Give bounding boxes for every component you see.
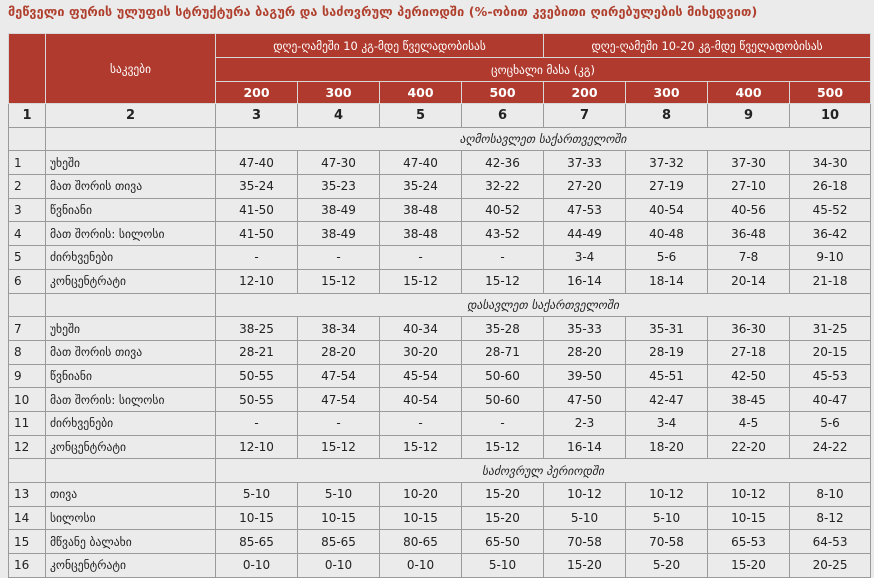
value-cell: 70-58 [544, 530, 626, 554]
value-cell: 15-12 [462, 269, 544, 293]
header-weight-cell: 300 [626, 82, 708, 104]
value-cell: 45-54 [380, 364, 462, 388]
feed-name: მათ შორის: სილოსი [46, 222, 216, 246]
row-number: 10 [9, 388, 46, 412]
table-row [9, 246, 871, 270]
value-cell: 44-49 [544, 222, 626, 246]
table-row [9, 506, 871, 530]
value-cell: 37-33 [544, 151, 626, 175]
value-cell: 10-20 [380, 483, 462, 507]
feed-name: თივა [46, 483, 216, 507]
column-number-cell: 1 [9, 104, 46, 128]
value-cell: 15-12 [380, 269, 462, 293]
row-number: 9 [9, 364, 46, 388]
row-number: 3 [9, 198, 46, 222]
feed-name: მათ შორის თივა [46, 340, 216, 364]
value-cell: - [462, 411, 544, 435]
value-cell: 70-58 [626, 530, 708, 554]
feed-name: წვნიანი [46, 198, 216, 222]
table-row [9, 388, 871, 412]
table-title: მეწველი ფურის ულუფის სტრუქტურა ბაგურ და საძოვრულ პერიოდში (%-ობით კვებითი ღირებულების მიხედვით) [8, 4, 758, 19]
row-number: 13 [9, 483, 46, 507]
feed-name: კონცენტრატი [46, 554, 216, 578]
value-cell: 5-6 [626, 246, 708, 270]
feed-name: ძირხვენები [46, 246, 216, 270]
value-cell: 16-14 [544, 269, 626, 293]
header-weight-cell: 400 [380, 82, 462, 104]
row-number: 16 [9, 554, 46, 578]
table-row [9, 435, 871, 459]
value-cell: 41-50 [216, 198, 298, 222]
value-cell: 38-25 [216, 317, 298, 341]
column-number-cell: 3 [216, 104, 298, 128]
value-cell: 10-15 [708, 506, 790, 530]
value-cell: 27-19 [626, 175, 708, 199]
value-cell: 24-22 [790, 435, 871, 459]
value-cell: 47-40 [380, 151, 462, 175]
value-cell: 40-54 [626, 198, 708, 222]
feed-name: კონცენტრატი [46, 435, 216, 459]
value-cell: 42-36 [462, 151, 544, 175]
value-cell: 27-10 [708, 175, 790, 199]
value-cell: 40-52 [462, 198, 544, 222]
value-cell: 18-14 [626, 269, 708, 293]
value-cell: 5-6 [790, 411, 871, 435]
value-cell: 27-18 [708, 340, 790, 364]
value-cell: 30-20 [380, 340, 462, 364]
section-title: აღმოსავლეთ საქართველოში [216, 127, 871, 151]
value-cell: 22-20 [708, 435, 790, 459]
value-cell: 47-30 [298, 151, 380, 175]
value-cell: - [380, 246, 462, 270]
value-cell: 47-54 [298, 388, 380, 412]
value-cell: 50-60 [462, 364, 544, 388]
value-cell: 2-3 [544, 411, 626, 435]
row-number: 15 [9, 530, 46, 554]
value-cell: 40-34 [380, 317, 462, 341]
column-number-row [9, 104, 871, 128]
value-cell: 38-48 [380, 198, 462, 222]
value-cell: 41-50 [216, 222, 298, 246]
header-weight-cell: 500 [790, 82, 871, 104]
value-cell: 5-20 [626, 554, 708, 578]
table-row [9, 554, 871, 578]
value-cell: 35-23 [298, 175, 380, 199]
value-cell: 28-71 [462, 340, 544, 364]
table-row [9, 317, 871, 341]
value-cell: 26-18 [790, 175, 871, 199]
value-cell: 15-12 [462, 435, 544, 459]
value-cell: - [216, 411, 298, 435]
header-feeds: საკვები [46, 34, 216, 104]
value-cell: - [380, 411, 462, 435]
value-cell: 21-18 [790, 269, 871, 293]
header-group-b: დღე-ღამეში 10-20 კგ-მდე წველადობისას [544, 34, 871, 58]
value-cell: 31-25 [790, 317, 871, 341]
value-cell: 38-49 [298, 198, 380, 222]
value-cell: 8-10 [790, 483, 871, 507]
value-cell: 10-15 [298, 506, 380, 530]
value-cell: 45-51 [626, 364, 708, 388]
value-cell: 15-12 [298, 435, 380, 459]
value-cell: 5-10 [544, 506, 626, 530]
value-cell: 50-55 [216, 364, 298, 388]
value-cell: 9-10 [790, 246, 871, 270]
header-weight-cell: 400 [708, 82, 790, 104]
value-cell: 0-10 [298, 554, 380, 578]
ration-structure-table [8, 33, 871, 578]
value-cell: 10-15 [216, 506, 298, 530]
value-cell: 36-48 [708, 222, 790, 246]
row-number: 4 [9, 222, 46, 246]
value-cell: 35-28 [462, 317, 544, 341]
feed-name: წვნიანი [46, 364, 216, 388]
value-cell: 45-52 [790, 198, 871, 222]
value-cell: 3-4 [626, 411, 708, 435]
value-cell: 35-24 [216, 175, 298, 199]
table-row [9, 364, 871, 388]
row-number: 2 [9, 175, 46, 199]
value-cell: 15-20 [462, 483, 544, 507]
row-number: 6 [9, 269, 46, 293]
value-cell: 37-32 [626, 151, 708, 175]
value-cell: 40-48 [626, 222, 708, 246]
feed-name: მათ შორის თივა [46, 175, 216, 199]
column-number-cell: 8 [626, 104, 708, 128]
value-cell: 28-20 [544, 340, 626, 364]
value-cell: 36-42 [790, 222, 871, 246]
section-blank-cell [9, 127, 46, 151]
section-blank-cell [46, 127, 216, 151]
value-cell: 80-65 [380, 530, 462, 554]
value-cell: 38-34 [298, 317, 380, 341]
value-cell: 39-50 [544, 364, 626, 388]
value-cell: 85-65 [298, 530, 380, 554]
header-weight-cell: 200 [544, 82, 626, 104]
feed-name: ძირხვენები [46, 411, 216, 435]
value-cell: - [462, 246, 544, 270]
table-row [9, 269, 871, 293]
value-cell: 0-10 [380, 554, 462, 578]
value-cell: 5-10 [216, 483, 298, 507]
column-number-cell: 10 [790, 104, 871, 128]
value-cell: 47-40 [216, 151, 298, 175]
value-cell: 38-45 [708, 388, 790, 412]
value-cell: 15-12 [298, 269, 380, 293]
value-cell: 40-47 [790, 388, 871, 412]
row-number: 12 [9, 435, 46, 459]
value-cell: 28-20 [298, 340, 380, 364]
table-row [9, 222, 871, 246]
value-cell: 8-12 [790, 506, 871, 530]
column-number-cell: 6 [462, 104, 544, 128]
value-cell: 85-65 [216, 530, 298, 554]
section-row [9, 293, 871, 317]
value-cell: 3-4 [544, 246, 626, 270]
value-cell: 20-25 [790, 554, 871, 578]
value-cell: 20-14 [708, 269, 790, 293]
value-cell: 5-10 [626, 506, 708, 530]
value-cell: 65-50 [462, 530, 544, 554]
value-cell: 15-20 [544, 554, 626, 578]
value-cell: 20-15 [790, 340, 871, 364]
value-cell: 18-20 [626, 435, 708, 459]
value-cell: 10-12 [544, 483, 626, 507]
value-cell: 45-53 [790, 364, 871, 388]
header-live-weight: ცოცხალი მასა (კგ) [216, 58, 871, 82]
section-row [9, 459, 871, 483]
value-cell: 40-54 [380, 388, 462, 412]
value-cell: 10-12 [708, 483, 790, 507]
value-cell: 42-47 [626, 388, 708, 412]
table-row [9, 175, 871, 199]
table-row [9, 198, 871, 222]
section-blank-cell [46, 459, 216, 483]
value-cell: 15-20 [462, 506, 544, 530]
feed-name: კონცენტრატი [46, 269, 216, 293]
feed-name: მათ შორის: სილოსი [46, 388, 216, 412]
feed-name: მწვანე ბალახი [46, 530, 216, 554]
value-cell: - [216, 246, 298, 270]
value-cell: 47-50 [544, 388, 626, 412]
row-number: 14 [9, 506, 46, 530]
section-blank-cell [9, 459, 46, 483]
value-cell: 50-60 [462, 388, 544, 412]
value-cell: 38-48 [380, 222, 462, 246]
value-cell: 35-31 [626, 317, 708, 341]
row-number: 11 [9, 411, 46, 435]
row-number: 5 [9, 246, 46, 270]
feed-name: უხეში [46, 151, 216, 175]
value-cell: 5-10 [462, 554, 544, 578]
value-cell: 47-53 [544, 198, 626, 222]
value-cell: 38-49 [298, 222, 380, 246]
section-title: საძოვრულ პერიოდში [216, 459, 871, 483]
column-number-cell: 4 [298, 104, 380, 128]
table-row [9, 530, 871, 554]
value-cell: 65-53 [708, 530, 790, 554]
value-cell: 16-14 [544, 435, 626, 459]
value-cell: 35-33 [544, 317, 626, 341]
section-blank-cell [46, 293, 216, 317]
section-row [9, 127, 871, 151]
value-cell: 47-54 [298, 364, 380, 388]
row-number: 1 [9, 151, 46, 175]
feed-name: უხეში [46, 317, 216, 341]
value-cell: 40-56 [708, 198, 790, 222]
value-cell: 15-12 [380, 435, 462, 459]
section-blank-cell [9, 293, 46, 317]
header-group-a: დღე-ღამეში 10 კგ-მდე წველადობისას [216, 34, 544, 58]
value-cell: 42-50 [708, 364, 790, 388]
row-number: 8 [9, 340, 46, 364]
section-title: დასავლეთ საქართველოში [216, 293, 871, 317]
table-row [9, 340, 871, 364]
column-number-cell: 5 [380, 104, 462, 128]
value-cell: 36-30 [708, 317, 790, 341]
column-number-cell: 7 [544, 104, 626, 128]
table-body [9, 127, 871, 577]
column-number-cell: 9 [708, 104, 790, 128]
value-cell: 35-24 [380, 175, 462, 199]
value-cell: 10-15 [380, 506, 462, 530]
column-number-cell: 2 [46, 104, 216, 128]
value-cell: 43-52 [462, 222, 544, 246]
value-cell: 50-55 [216, 388, 298, 412]
row-number: 7 [9, 317, 46, 341]
value-cell: 12-10 [216, 269, 298, 293]
value-cell: 28-21 [216, 340, 298, 364]
value-cell: 4-5 [708, 411, 790, 435]
table-row [9, 411, 871, 435]
value-cell: 0-10 [216, 554, 298, 578]
value-cell: 64-53 [790, 530, 871, 554]
value-cell: 15-20 [708, 554, 790, 578]
value-cell: 7-8 [708, 246, 790, 270]
value-cell: 5-10 [298, 483, 380, 507]
value-cell: - [298, 246, 380, 270]
value-cell: 27-20 [544, 175, 626, 199]
value-cell: 37-30 [708, 151, 790, 175]
header-weight-cell: 300 [298, 82, 380, 104]
value-cell: 10-12 [626, 483, 708, 507]
header-blank-cell [9, 34, 46, 104]
feed-name: სილოსი [46, 506, 216, 530]
header-weight-cell: 500 [462, 82, 544, 104]
table-row [9, 483, 871, 507]
value-cell: 12-10 [216, 435, 298, 459]
header-row-groups [9, 34, 871, 58]
value-cell: 34-30 [790, 151, 871, 175]
value-cell: 28-19 [626, 340, 708, 364]
value-cell: - [298, 411, 380, 435]
header-weight-cell: 200 [216, 82, 298, 104]
table-row [9, 151, 871, 175]
value-cell: 32-22 [462, 175, 544, 199]
